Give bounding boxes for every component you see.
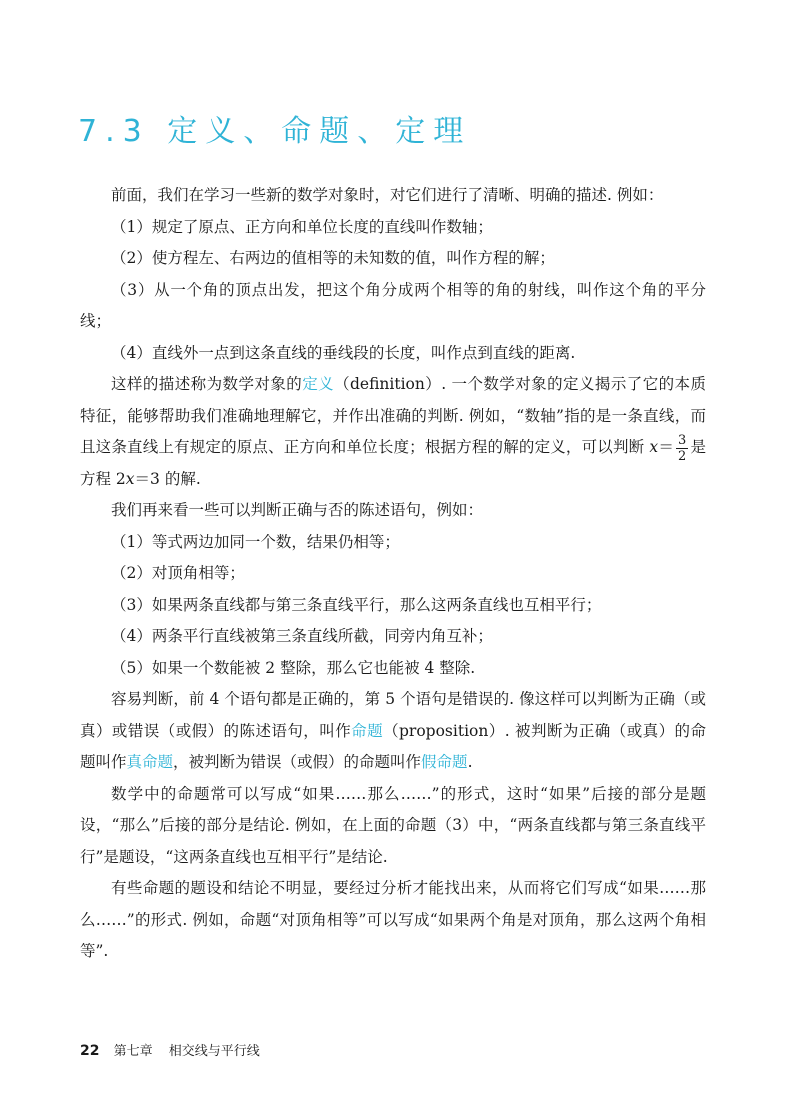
- term-false-proposition: 假命题: [421, 753, 468, 771]
- text-span: （definition）. 一个数学对象的定义揭示了它的本质特征，能够帮助我们准确地理解它，并作出准确的判断. 例如，“数轴”指的是一条直线，而且这条直线上有规定的原点、正方向和单位长度；根据方程的解的定义，可以判断: [80, 375, 706, 456]
- list-item: （2）使方程左、右两边的值相等的未知数的值，叫作方程的解；: [111, 249, 555, 267]
- chapter-title: 相交线与平行线: [168, 1044, 260, 1059]
- main-content: [80, 180, 706, 968]
- paragraph-proposition: [80, 684, 706, 779]
- text-span: （proposition）. 被判断为正确（或真）的命题叫作: [80, 721, 706, 771]
- list-item: （5）如果一个数能被 2 整除，那么它也能被 4 整除.: [111, 658, 476, 677]
- fraction: [676, 433, 688, 464]
- term-true-proposition: 真命题: [126, 753, 174, 771]
- chapter-label: 第七章: [113, 1044, 153, 1059]
- section-title: 7.3 定义、命题、定理: [78, 114, 472, 150]
- list-item: （3）如果两条直线都与第三条直线平行，那么这两条直线也互相平行；: [111, 595, 602, 614]
- list-item: （1）规定了原点、正方向和单位长度的直线叫作数轴；: [111, 217, 493, 236]
- text-span: ，被判断为错误（或假）的命题叫作: [173, 753, 422, 771]
- page-number: 22: [80, 1043, 100, 1059]
- paragraph-intro: 前面，我们在学习一些新的数学对象时，对它们进行了清晰、明确的描述. 例如：: [111, 186, 664, 204]
- list-item: （4）直线外一点到这条直线的垂线段的长度，叫作点到直线的距离.: [111, 343, 576, 362]
- paragraph-form: 数学中的命题常可以写成“如果……那么……”的形式，这时“如果”后接的部分是题设，“那么”后接的部分是结论. 例如，在上面的命题（3）中，“两条直线都与第三条直线平行”是题设，“这两条直线也互相平行”是结论.: [80, 784, 706, 866]
- math-variable: x: [649, 438, 659, 456]
- term-definition: 定义: [302, 375, 335, 393]
- math-equals: ＝: [658, 438, 675, 456]
- paragraph-statements: 我们再来看一些可以判断正确与否的陈述语句，例如：: [111, 501, 484, 519]
- list-item: （1）等式两边加同一个数，结果仍相等；: [111, 532, 400, 551]
- fraction-denominator: 2: [678, 448, 687, 464]
- paragraph-example: 有些命题的题设和结论不明显，要经过分析才能找出来，从而将它们写成“如果……那么……”的形式. 例如，命题“对顶角相等”可以写成“如果两个角是对顶角，那么这两个角相等”.: [80, 879, 706, 960]
- list-item: （4）两条平行直线被第三条直线所截，同旁内角互补；: [111, 627, 493, 645]
- text-span: 这样的描述称为数学对象的: [111, 375, 303, 393]
- term-proposition: 命题: [351, 721, 384, 740]
- list-item: （2）对顶角相等；: [111, 564, 245, 582]
- page-footer: [80, 1040, 260, 1059]
- math-variable: x: [125, 469, 135, 488]
- paragraph-definition: [80, 369, 706, 495]
- list-item: （3）从一个角的顶点出发，把这个角分成两个相等的角的射线，叫作这个角的平分线；: [80, 280, 706, 330]
- text-span: 容易判断，前 4 个语句都是正确的，第 5 个语句是错误的. 像这样可以判断为正确（或真）或错误（或假）的陈述语句，叫作: [80, 690, 706, 740]
- fraction-numerator: 3: [678, 432, 687, 448]
- text-span: .: [467, 753, 473, 771]
- text-span: ＝3 的解.: [134, 469, 201, 488]
- text-span: 是方程 2: [80, 438, 706, 488]
